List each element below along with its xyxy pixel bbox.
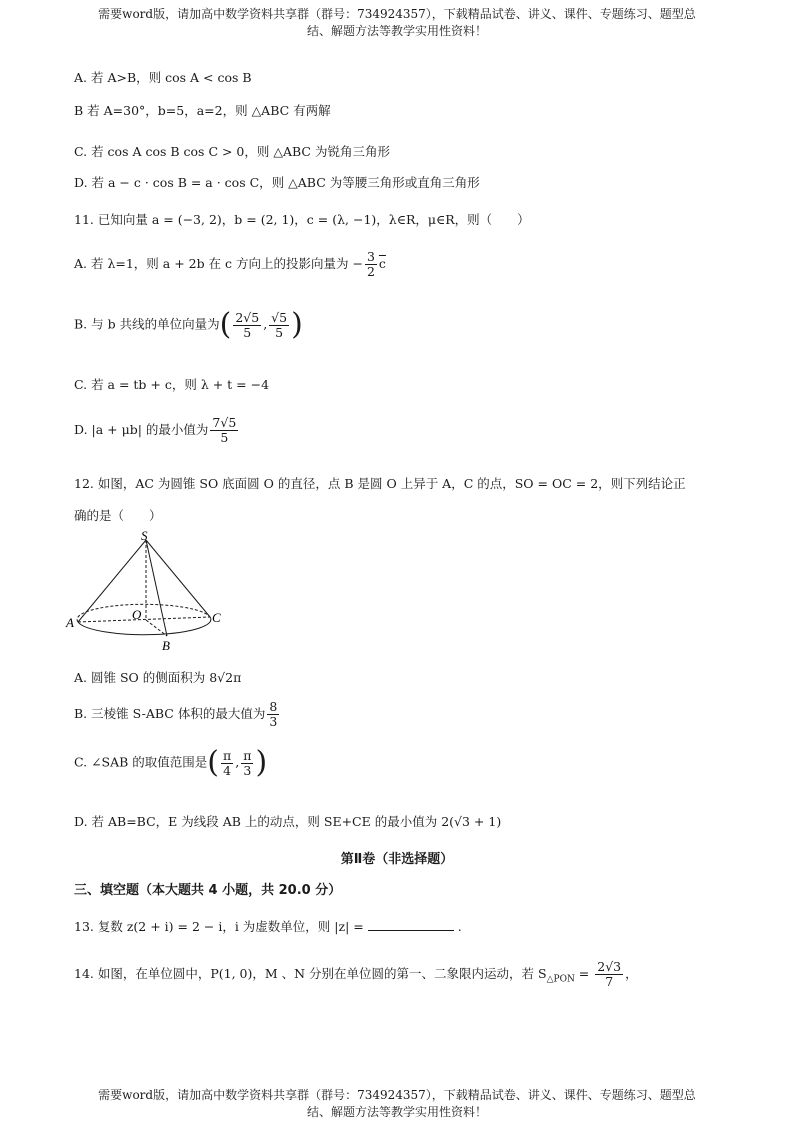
- q11-stem: 11. 已知向量 a = (−3, 2)，b = (2, 1)，c = (λ, −1)，λ∈R，μ∈R，则（ ）: [74, 212, 530, 227]
- q11-a-text: A. 若 λ=1，则 a + 2b 在 c 方向上的投影向量为 −: [74, 256, 363, 271]
- label-b: B: [162, 638, 170, 653]
- q12-c-fraction-1: [221, 749, 233, 778]
- q12-option-a: A. 圆锥 SO 的侧面积为 8√2π: [74, 670, 242, 685]
- q11-option-b: B. 与 b 共线的单位向量为( $\frac{2√5}{5}$ , $\frac{√5}{5}$ ): [74, 307, 303, 342]
- q11-b-num-1: 2√5: [235, 309, 260, 325]
- q13-period: .: [457, 919, 462, 934]
- q14-fraction: [595, 960, 623, 989]
- footer-line-2: 结、解题方法等教学实用性资料！: [306, 1105, 487, 1119]
- q14-subscript: △PON: [546, 974, 575, 985]
- q12-c-den-2: 3: [243, 762, 252, 778]
- q12-c-den-1: 4: [223, 762, 232, 778]
- part-2-title: 第Ⅱ卷（非选择题）: [340, 852, 454, 867]
- header-line-1: 需要word版，请加高中数学资料共享群（群号：734924357），下载精品试卷、讲义、课件、专题练习、题型总: [98, 7, 696, 21]
- q11-d-text: D. |a + μb| 的最小值为: [74, 422, 209, 437]
- label-o: O: [132, 607, 142, 622]
- q11-d-fraction: [210, 416, 238, 445]
- q12-b-num: 8: [269, 699, 278, 714]
- footer-line-1: 需要word版，请加高中数学资料共享群（群号：734924357），下载精品试卷、讲义、课件、专题练习、题型总: [98, 1088, 696, 1102]
- q12-c-fraction-2: [241, 749, 253, 778]
- label-a: A: [66, 615, 74, 630]
- q12-option-b: [74, 700, 281, 729]
- q11-d-num: 7√5: [212, 415, 237, 430]
- q12-b-text: B. 三棱锥 S-ABC 体积的最大值为: [74, 706, 266, 721]
- q11-b-den-2: 5: [275, 324, 284, 340]
- label-s: S: [141, 528, 148, 543]
- q12-c-num-2: π: [243, 747, 252, 763]
- q12-option-c: C. ∠SAB 的取值范围是( $\frac{\pi}{4}$ , $\frac{\pi}{3}$ ): [74, 745, 268, 780]
- section-3-title: 三、填空题（本大题共 4 小题，共 20.0 分）: [74, 883, 342, 898]
- cone-line-sb: [146, 540, 167, 636]
- q12-c-text: C. ∠SAB 的取值范围是: [74, 754, 208, 770]
- q12-b-den: 3: [269, 714, 278, 729]
- q11-b-fraction-1: [233, 311, 261, 340]
- q10-option-b: B 若 A=30°，b=5，a=2，则 △ABC 有两解: [74, 103, 331, 118]
- q11-option-a: [74, 250, 386, 279]
- header-line-2: 结、解题方法等教学实用性资料！: [306, 24, 487, 38]
- cone-figure: [64, 526, 234, 654]
- q11-a-den: 2: [366, 264, 375, 279]
- cone-diameter-ac: [78, 617, 210, 622]
- q14-num: 2√3: [597, 959, 622, 974]
- q11-a-num: 3: [366, 249, 375, 264]
- q12-b-fraction: [267, 700, 279, 729]
- q14-eq: =: [574, 966, 594, 981]
- q11-b-text: B. 与 b 共线的单位向量为: [74, 316, 220, 332]
- q11-b-fraction-2: [269, 311, 289, 340]
- q11-a-fraction: [365, 250, 377, 279]
- label-c: C: [212, 610, 221, 625]
- q12-stem-line-1: 12. 如图，AC 为圆锥 SO 底面圆 O 的直径，点 B 是圆 O 上异于 A，C 的点，SO = OC = 2，则下列结论正: [74, 476, 686, 491]
- q12-stem-line-2: 确的是（ ）: [74, 508, 162, 523]
- q11-d-den: 5: [220, 430, 229, 445]
- q14-comma: ，: [625, 966, 638, 981]
- q13: [74, 917, 462, 935]
- q14: [74, 960, 638, 989]
- q12-c-rparen: ): [255, 745, 268, 780]
- q13-answer-blank: [368, 918, 454, 931]
- q11-option-d: [74, 416, 240, 445]
- q11-b-rparen: ): [291, 307, 303, 342]
- q12-c-num-1: π: [223, 747, 232, 763]
- q11-b-lparen: (: [219, 307, 232, 342]
- q11-b-den-1: 5: [243, 324, 252, 340]
- q12-c-lparen: (: [207, 745, 220, 780]
- cone-line-sc: [146, 540, 210, 617]
- q10-option-d: D. 若 a − c · cos B = a · cos C，则 △ABC 为等腰三角形或直角三角形: [74, 175, 480, 190]
- q11-option-c: C. 若 a = tb + c，则 λ + t = −4: [74, 377, 270, 392]
- q10-option-c: C. 若 cos A cos B cos C > 0，则 △ABC 为锐角三角形: [74, 144, 390, 159]
- q11-a-vector: $\overline{c}$: [378, 256, 386, 271]
- q12-option-d: D. 若 AB=BC，E 为线段 AB 上的动点，则 SE+CE 的最小值为 2(√3 + 1): [74, 814, 502, 829]
- q13-text: 13. 复数 z(2 + i) = 2 − i，i 为虚数单位，则 |z| =: [74, 919, 364, 934]
- q14-den: 7: [605, 974, 614, 989]
- q14-text: 14. 如图，在单位圆中，P(1, 0)，M 、N 分别在单位圆的第一、二象限内运动，若 S: [74, 966, 547, 981]
- q11-b-num-2: √5: [271, 309, 288, 325]
- q10-option-a: A. 若 A>B，则 cos A < cos B: [74, 70, 252, 85]
